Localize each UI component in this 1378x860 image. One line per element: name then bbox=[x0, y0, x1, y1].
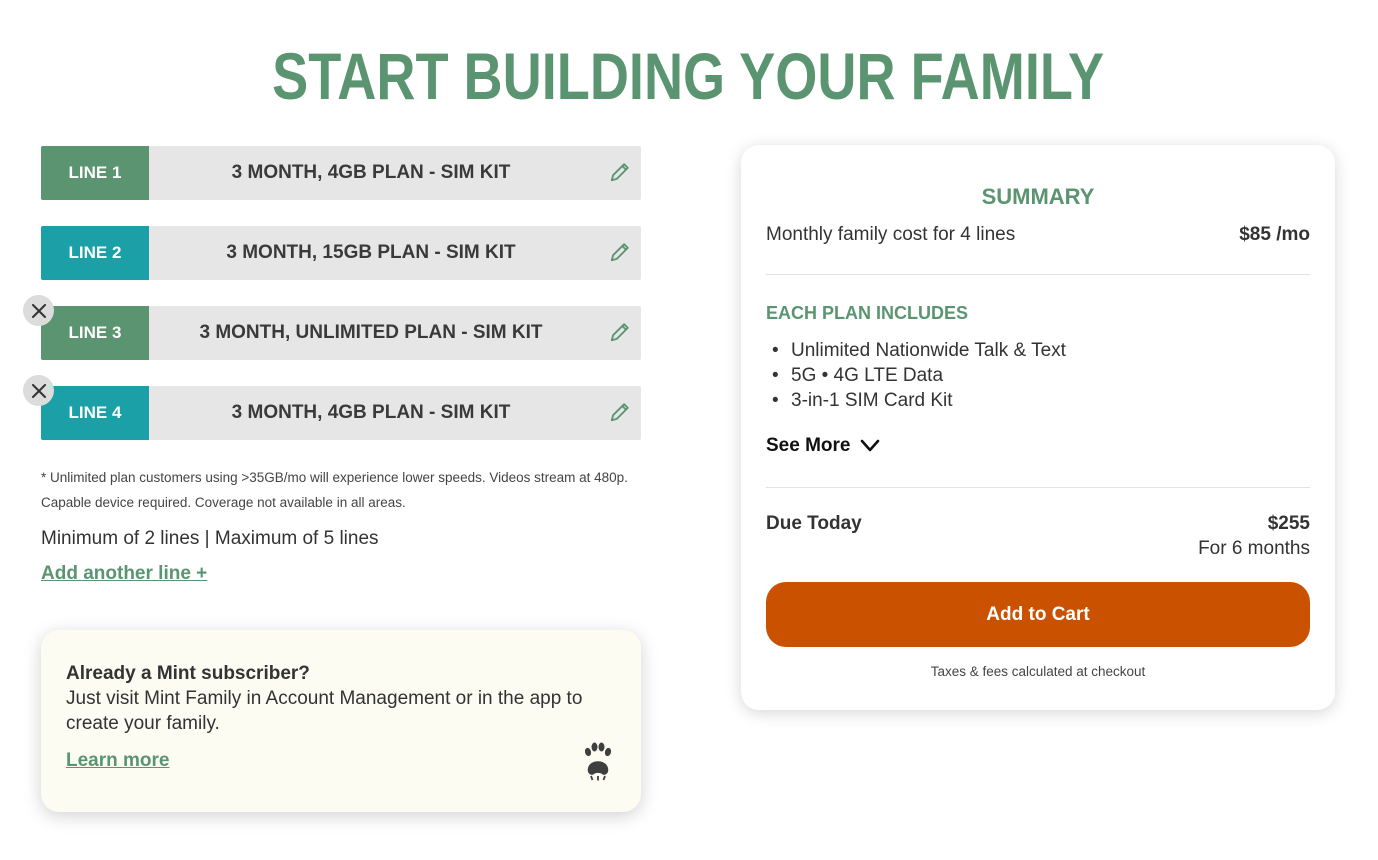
disclaimer bbox=[41, 465, 641, 515]
due-today-amount: $255 bbox=[1267, 513, 1310, 534]
includes-title: EACH PLAN INCLUDES bbox=[766, 303, 969, 323]
line-plan: 3 MONTH, UNLIMITED PLAN - SIM KIT bbox=[199, 322, 543, 343]
line-tag: LINE 3 bbox=[41, 306, 149, 360]
paw-icon bbox=[581, 742, 613, 782]
list-item: • 3-in-1 SIM Card Kit bbox=[766, 388, 1066, 413]
due-period: For 6 months bbox=[1198, 538, 1310, 559]
list-item: • Unlimited Nationwide Talk & Text bbox=[766, 338, 1066, 363]
disclaimer-line: * Unlimited plan customers using >35GB/mo will experience lower speeds. Videos stream at 480p. bbox=[41, 470, 628, 485]
subscriber-text: Just visit Mint Family in Account Management or in the app to create your family. bbox=[66, 688, 583, 734]
divider bbox=[766, 274, 1310, 275]
line-row-4 bbox=[41, 386, 641, 440]
line-limits-text: Minimum of 2 lines | Maximum of 5 lines bbox=[41, 528, 379, 549]
remove-line-4-button[interactable] bbox=[23, 375, 54, 406]
line-row-1 bbox=[41, 146, 641, 200]
chevron-down-icon bbox=[860, 439, 880, 453]
line-tag: LINE 1 bbox=[41, 146, 149, 200]
monthly-cost-row bbox=[766, 224, 1310, 246]
monthly-cost-value: $85 /mo bbox=[1239, 224, 1310, 245]
line-tag: LINE 4 bbox=[41, 386, 149, 440]
pencil-icon[interactable] bbox=[609, 241, 631, 263]
learn-more-link[interactable]: Learn more bbox=[66, 750, 170, 771]
line-plan: 3 MONTH, 15GB PLAN - SIM KIT bbox=[226, 242, 516, 263]
line-plan: 3 MONTH, 4GB PLAN - SIM KIT bbox=[231, 162, 511, 183]
monthly-cost-label: Monthly family cost for 4 lines bbox=[766, 224, 1016, 245]
add-line-link[interactable]: Add another line + bbox=[41, 563, 208, 584]
page-title: START BUILDING YOUR FAMILY bbox=[272, 39, 1105, 113]
close-icon bbox=[32, 304, 46, 318]
close-icon bbox=[32, 384, 46, 398]
line-row-3 bbox=[41, 306, 641, 360]
add-to-cart-button[interactable]: Add to Cart bbox=[766, 582, 1310, 647]
disclaimer-line: Capable device required. Coverage not available in all areas. bbox=[41, 495, 406, 510]
pencil-icon[interactable] bbox=[609, 401, 631, 423]
line-plan: 3 MONTH, 4GB PLAN - SIM KIT bbox=[231, 402, 511, 423]
due-today-label: Due Today bbox=[766, 513, 862, 534]
includes-list bbox=[766, 338, 1066, 413]
line-row-2 bbox=[41, 226, 641, 280]
summary-card bbox=[741, 145, 1335, 710]
tax-note: Taxes & fees calculated at checkout bbox=[930, 664, 1146, 679]
subscriber-card bbox=[41, 630, 641, 812]
list-item: • 5G • 4G LTE Data bbox=[766, 363, 1066, 388]
divider bbox=[766, 487, 1310, 488]
see-more-toggle[interactable] bbox=[766, 435, 880, 457]
subscriber-title: Already a Mint subscriber? bbox=[66, 663, 310, 684]
line-tag: LINE 2 bbox=[41, 226, 149, 280]
remove-line-3-button[interactable] bbox=[23, 295, 54, 326]
summary-title: SUMMARY bbox=[981, 184, 1095, 209]
see-more-label: See More bbox=[766, 435, 851, 456]
pencil-icon[interactable] bbox=[609, 161, 631, 183]
pencil-icon[interactable] bbox=[609, 321, 631, 343]
